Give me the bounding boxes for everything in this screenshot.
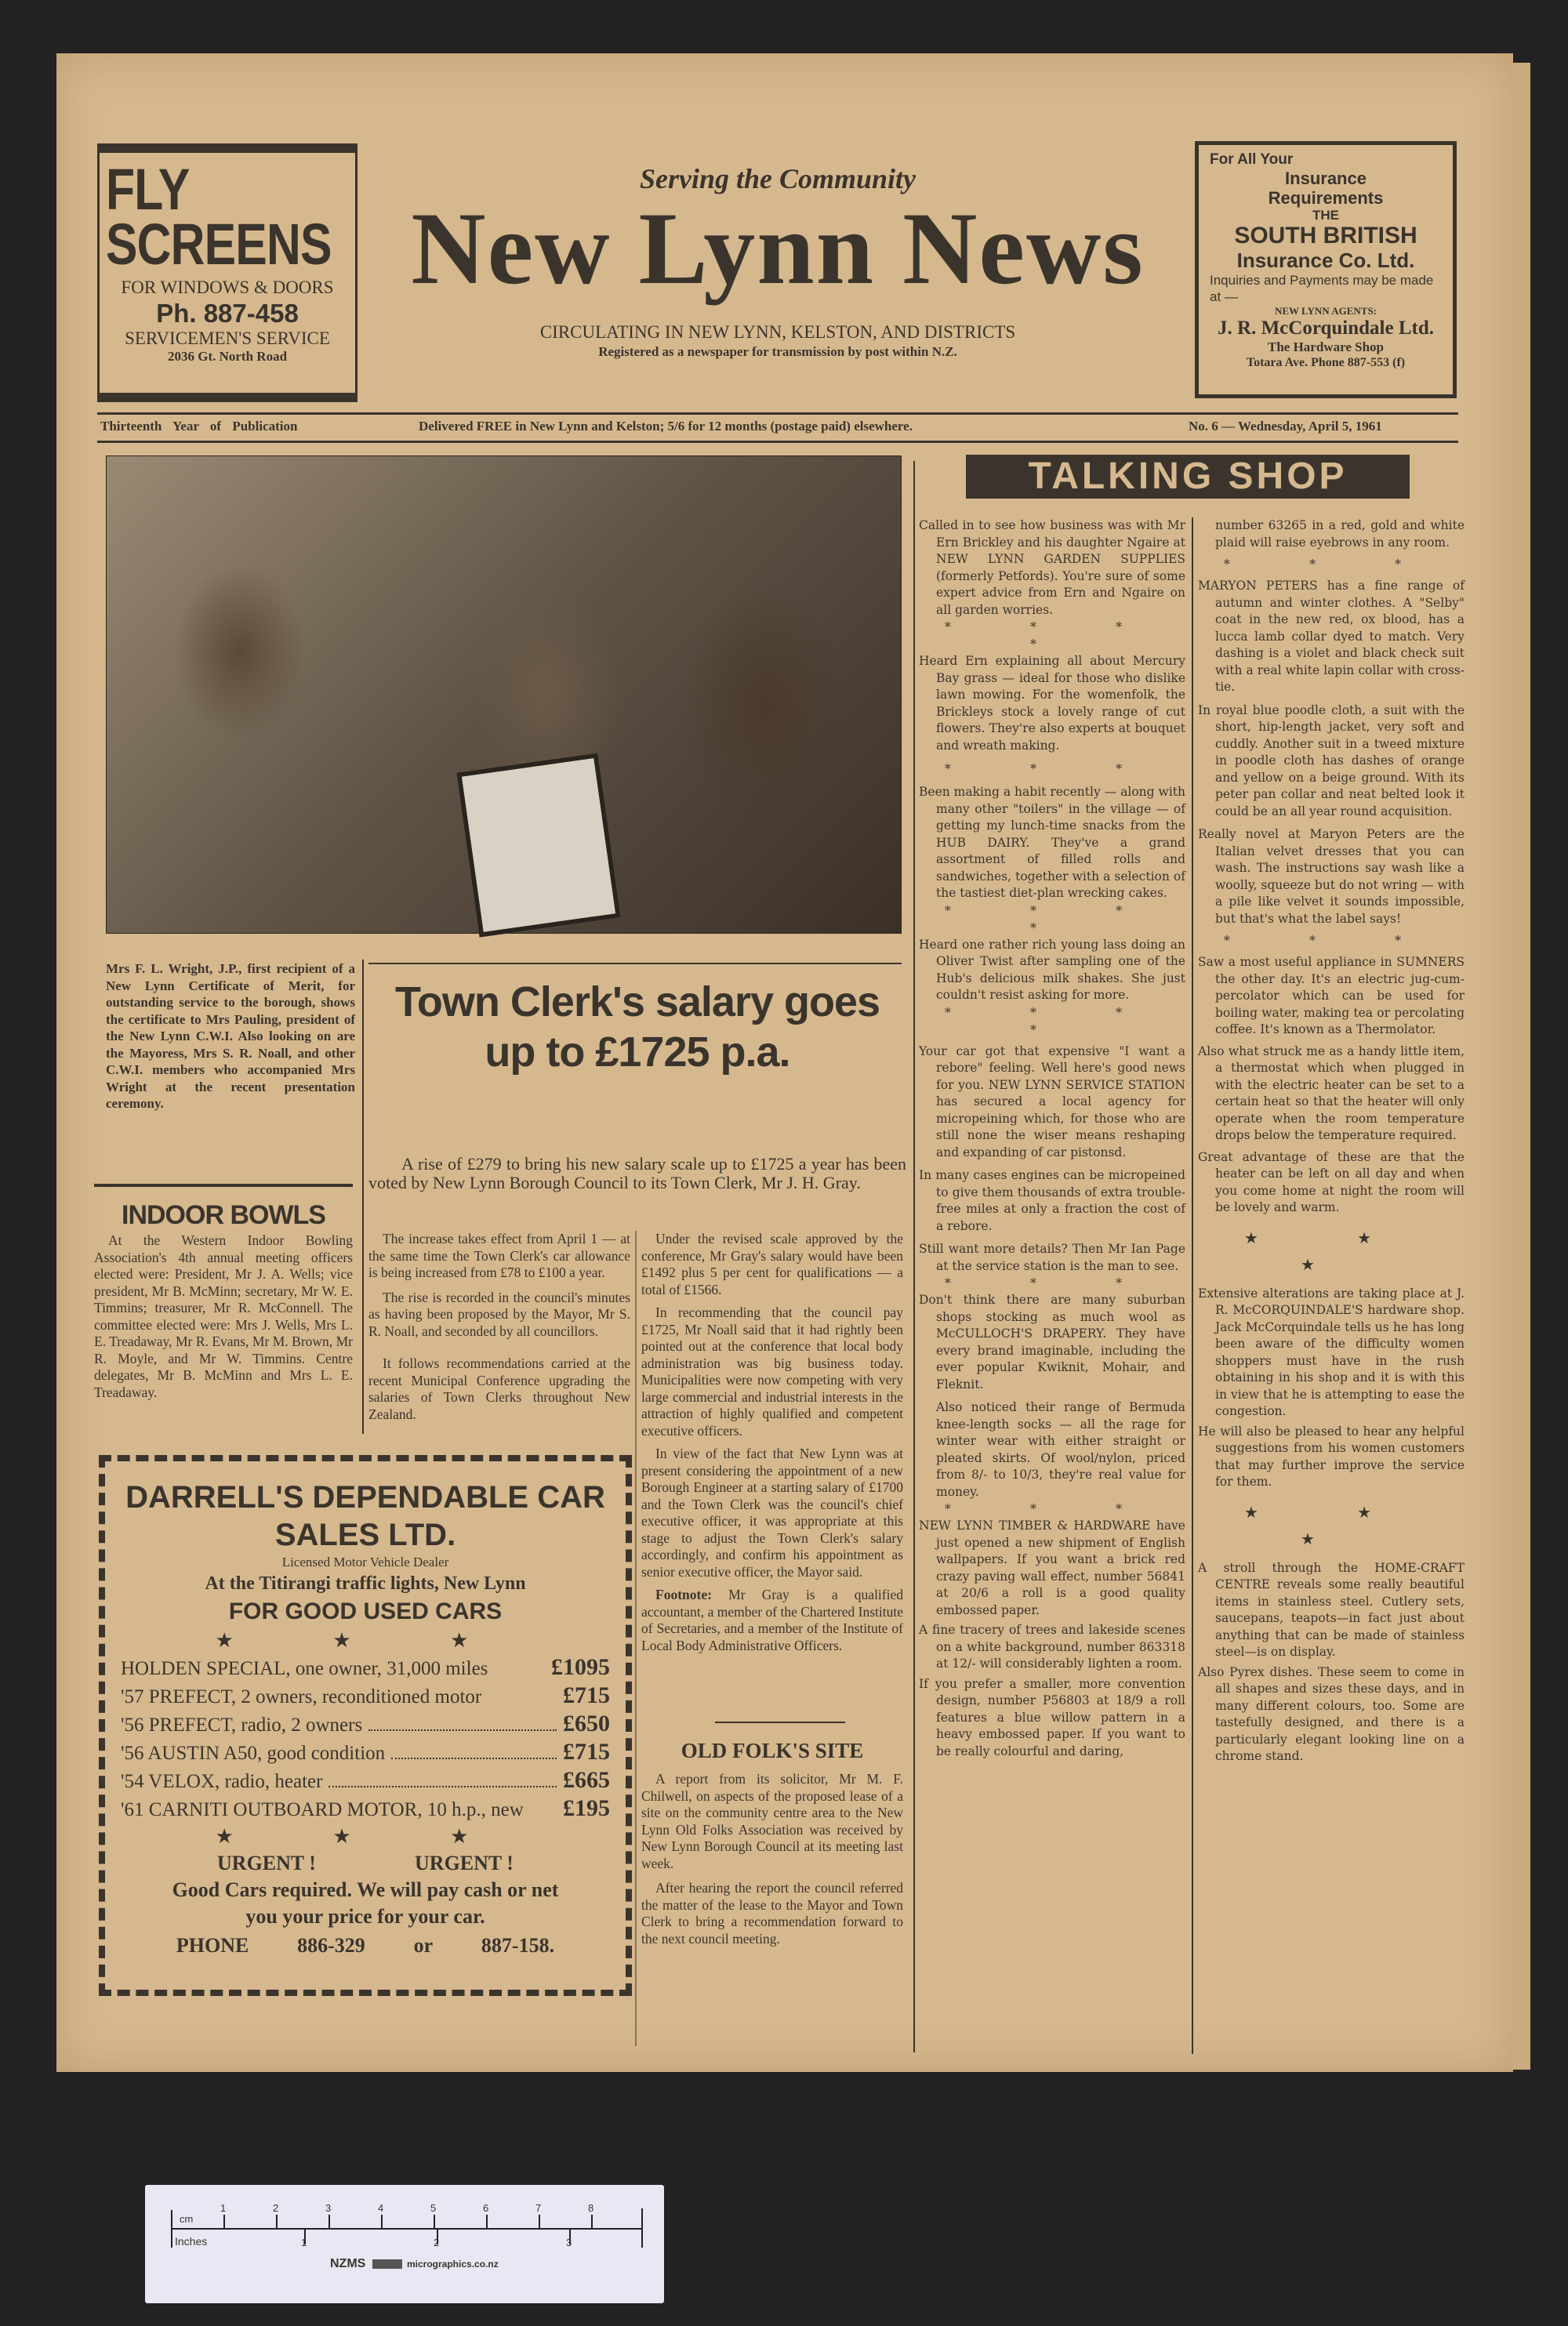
ins-line1: For All Your — [1210, 151, 1294, 168]
separator-stars: * * * — [944, 1275, 1160, 1290]
car-ad-title1: DARRELL'S DEPENDABLE CAR — [125, 1480, 605, 1515]
ruler-tick-label: 4 — [378, 2202, 384, 2214]
ins-company1: SOUTH BRITISH — [1234, 223, 1417, 249]
car-listings — [121, 1654, 610, 1823]
masthead-circulation: CIRCULATING IN NEW LYNN, KELSTON, AND DISTRICTS — [539, 322, 1016, 342]
indoor-bowls-body: At the Western Indoor Bowling Association's 4th annual meeting officers elected were: President, Mr J. A. Wells; vice president, Mr B. McMinn; secretary, Mr W. E. Timmins; treasurer, Mr R. McConnell. The committee elected were: Mrs J. Wells, Mrs L. E. Treadaway, Mr R. Evans, Mr M. Brown, Mr R. Moyle, and Mr W. Timmins. Centre delegates, Mr B. McMinn and Mrs L. E. Treadaway. — [94, 1232, 353, 1400]
column-divider — [913, 461, 915, 2052]
town-clerk-headline: Town Clerk's salary goes up to £1725 p.a. — [394, 978, 880, 1076]
town-clerk-p3: It follows recommendations carried at the recent Municipal Conference upgrading the salaries of Town Clerks throughout New Zealand. — [368, 1355, 630, 1422]
car-listing — [121, 1654, 610, 1682]
urgent-label: URGENT ! — [217, 1852, 316, 1874]
page-edge — [1513, 63, 1530, 2070]
town-clerk-p1: The increase takes effect from April 1 — at the same time the Town Clerk's car allowance is being increased from £78 to £100 a year. — [368, 1231, 630, 1280]
talking-shop-item: Saw a most useful appliance in SUMNERS the other day. It's an electric jug-cum-percolator which can be used for boiling water, making tea or percolating coffee. It's known as a Thermolator. — [1198, 955, 1465, 1036]
separator-stars: * * * — [944, 1501, 1160, 1516]
car-listing — [121, 1739, 610, 1767]
front-page-photo — [106, 455, 902, 934]
talking-shop-item: Extensive alterations are taking place at J. R. McCORQUINDALE'S hardware shop. Jack McCorquindale tells us he has long been aware of the difficulty women shoppers must have in the rush obtaining in his shop and it is with this in view that he is attempting to ease the congestion. — [1198, 1286, 1465, 1418]
old-folks-article — [641, 1735, 903, 1947]
car-ad-stars: ★ ★ ★ — [215, 1629, 516, 1652]
masthead-title: New Lynn News — [411, 191, 1145, 306]
column-divider — [635, 1231, 637, 2046]
separator-stars: * * * * — [944, 902, 1160, 935]
listing-price: £195 — [563, 1795, 610, 1821]
talking-shop-item: Still want more details? Then Mr Ian Page at the service station is the man to see. — [919, 1242, 1185, 1273]
old-folks-rule — [715, 1722, 845, 1723]
car-ad-licence: Licensed Motor Vehicle Dealer — [281, 1555, 449, 1569]
listing-price: £665 — [563, 1767, 610, 1793]
ins-line4: THE — [1312, 208, 1339, 223]
listing-desc: '57 PREFECT, 2 owners, reconditioned motor — [121, 1686, 482, 1707]
footnote-text: Mr Gray is a qualified accountant, a member of the Chartered Institute of Secretaries, and a member of the Institute of Local Body Administrative Officers. — [641, 1587, 904, 1653]
fly-ad-address: 2036 Gt. North Road — [167, 349, 288, 364]
urgent-label: URGENT ! — [415, 1852, 514, 1874]
ins-shop: The Hardware Shop — [1268, 339, 1384, 354]
ruler-brand: NZMS — [330, 2257, 366, 2270]
car-listing — [121, 1795, 610, 1823]
fly-screens-ad — [97, 143, 358, 402]
listing-price: £715 — [563, 1739, 610, 1765]
car-listing — [121, 1682, 610, 1711]
talking-shop-item: Great advantage of these are that the heater can be left on all day and when you come home at night the room will be lovely and warm. — [1198, 1149, 1465, 1214]
photo-caption: Mrs F. L. Wright, J.P., first recipient of a New Lynn Certificate of Merit, for outstanding service to the borough, shows the certificate to Mrs Pauling, president of the New Lynn C.W.I. Also looking on are the Mayoress, Mrs S. R. Noall, and other C.W.I. members who accompanied Mrs Wright at the recent presentation ceremony. — [106, 961, 355, 1111]
talking-shop-item: Also what struck me as a handy little item, a thermostat which when plugged in with the electric heater can be set to a certain heat so that the heater will only operate when the room temperature drops below the temperature required. — [1198, 1043, 1465, 1142]
info-bar-bottom-rule — [97, 441, 1458, 443]
talking-shop-item: Really novel at Maryon Peters are the Italian velvet dresses that you can wash. The instructions say wash like a woolly, squeeze but do not wring — with a pile like velvet it sounds impossible, but that's what the label says! — [1198, 827, 1465, 926]
ins-company2: Insurance Co. Ltd. — [1236, 249, 1415, 272]
talking-shop-item: A fine tracery of trees and lakeside scenes on a white background, number 863318 at 12/- will considerably lighten a room. — [919, 1623, 1185, 1671]
town-clerk-p5: In recommending that the council pay £1725, Mr Noall said that it had rightly been pointed out at the conference that local body administration was big business today. Municipalities were now competing with very large commercial and industrial interests in the attraction of highly qualified and competent executive officers. — [641, 1305, 903, 1439]
car-ad-location: At the Titirangi traffic lights, New Lynn — [205, 1573, 526, 1594]
certificate-in-photo — [456, 753, 621, 937]
insurance-ad — [1195, 141, 1457, 398]
town-clerk-lead: A rise of £279 to bring his new salary scale up to £1725 a year has been voted by New Lynn Borough Council to its Town Clerk, Mr J. H. Gray. — [368, 1154, 906, 1192]
talking-shop-banner: TALKING SHOP — [966, 455, 1410, 499]
indoor-bowls-headline: INDOOR BOWLS — [122, 1200, 325, 1230]
old-folks-p1: A report from its solicitor, Mr M. F. Chilwell, on aspects of the proposed lease of a site on the community centre area to the New Lynn Old Folks Association was received by New Lynn Borough Council at its meeting last week. — [641, 1771, 903, 1871]
talking-shop-item: number 63265 in a red, gold and white plaid will raise eyebrows in any room. — [1215, 518, 1465, 550]
listing-desc: '56 AUSTIN A50, good condition — [121, 1743, 386, 1764]
town-clerk-p2: The rise is recorded in the council's minutes as having been proposed by the Mayor, Mr S. R. Noall, and seconded by all councillors. — [368, 1289, 630, 1339]
talking-shop-item: NEW LYNN TIMBER & HARDWARE have just opened a new shipment of English wallpapers. If you want a brick red crazy paving wall effect, number 56841 at 20/6 a roll is a good quality embossed paper. — [919, 1519, 1185, 1617]
car-ad-wanted1: Good Cars required. We will pay cash or net — [172, 1878, 559, 1901]
column-divider — [362, 960, 364, 1434]
listing-price: £1095 — [551, 1654, 610, 1680]
town-clerk-footnote — [641, 1587, 903, 1654]
info-bar-top-rule — [97, 412, 1458, 415]
ruler-logo-icon — [372, 2259, 402, 2269]
town-clerk-col1 — [368, 1231, 630, 1423]
separator-stars: ★ ★ ★ — [1243, 1228, 1419, 1274]
talking-shop-item: Heard one rather rich young lass doing an Oliver Twist after sampling one of the Hub's delicious milk shakes. She just couldn't resist asking for more. — [919, 937, 1185, 1002]
talking-shop-item: Also Pyrex dishes. These seem to come in all shapes and sizes these days, and in many different colours, too. Some are tastefully designed, and there is a particularly elegant looking line on a chrome stand. — [1198, 1664, 1465, 1763]
talking-shop-item: In many cases engines can be micropeined to give them thousands of extra trouble-free miles at only a fraction the cost of a rebore. — [919, 1168, 1185, 1233]
ruler-tick-label: 7 — [535, 2202, 542, 2214]
ruler-inches-label: Inches — [175, 2235, 208, 2248]
talking-shop-item: MARYON PETERS has a fine range of autumn and winter clothes. A "Selby" coat in the new red, ox blood, has a lucca lamb collar dyed to match. Very dashing is a violet and black check suit with a real white lapin collar with cross-tie. — [1198, 579, 1465, 694]
masthead-tagline: Serving the Community — [639, 163, 916, 194]
ins-line2: Insurance — [1285, 169, 1367, 188]
indoor-bowls-article — [94, 1198, 353, 1401]
old-folks-p2: After hearing the report the council referred the matter of the lease to the Mayor and Town Clerk to bring a recommendation forward to the next council meeting. — [641, 1880, 903, 1947]
ruler-tick-label: 1 — [301, 2237, 307, 2248]
talking-shop-item: Heard Ern explaining all about Mercury Bay grass — ideal for those who dislike lawn mowing. For the womenfolk, the Brickleys stock a lovely range of cut flowers. They're also experts at bouquet and wreath making. — [919, 654, 1185, 753]
talking-shop-item: Don't think there are many suburban shops stocking as much wool as McCULLOCH'S DRAPERY. They have every brand imaginable, including the ever popular Kwiknit, Mohair, and Fleknit. — [919, 1293, 1185, 1392]
ruler-tick-label: 5 — [430, 2202, 437, 2214]
listing-price: £650 — [563, 1711, 610, 1736]
old-folks-headline: OLD FOLK'S SITE — [681, 1739, 864, 1762]
talking-shop-item: Your car got that expensive "I want a rebore" feeling. Well here's good news for you. NEW LYNN SERVICE STATION has secured a local agency for micropeining which, for those who are still none the wiser means reshaping and expanding of car pistonsd. — [919, 1043, 1185, 1159]
listing-desc: '54 VELOX, radio, heater — [121, 1771, 323, 1792]
fly-ad-line3: FOR WINDOWS & DOORS — [121, 278, 334, 297]
listing-desc: '61 CARNITI OUTBOARD MOTOR, 10 h.p., new — [121, 1799, 524, 1820]
town-clerk-col2 — [641, 1231, 903, 1654]
listing-price: £715 — [563, 1682, 610, 1708]
ruler-tick-label: 1 — [220, 2202, 227, 2214]
fly-ad-line2: SCREENS — [106, 212, 332, 277]
ins-contact: Totara Ave. Phone 887-553 (f) — [1246, 356, 1406, 369]
info-bar-left: Thirteenth Year of Publication — [100, 419, 298, 434]
car-listing — [121, 1767, 610, 1795]
column-divider — [1192, 517, 1193, 2054]
ruler-cm-label: cm — [180, 2213, 194, 2225]
newspaper-page — [56, 53, 1513, 2072]
talking-shop-item: In royal blue poodle cloth, a suit with the short, hip-length jacket, very soft and cuddly. Another suit in a tweed mixture in poodle cloth has dashes of orange and yellow on a beige ground. With its peter pan collar and neat belted look it could be an all year round acquisition. — [1198, 702, 1465, 818]
phone-number-1: 886-329 — [297, 1934, 365, 1957]
ruler-tick-label: 2 — [434, 2237, 440, 2248]
phone-label: PHONE — [176, 1934, 249, 1957]
ruler-tick-label: 3 — [566, 2237, 572, 2248]
fly-ad-service: SERVICEMEN'S SERVICE — [125, 328, 330, 348]
talking-shop-item: If you prefer a smaller, more convention design, number P56803 at 18/9 a roll features a blue willow pattern in a heavy embossed paper. If you want to be really colourful and daring, — [919, 1676, 1185, 1758]
talking-shop-col1 — [919, 517, 1185, 1760]
talking-shop-item: Also noticed their range of Bermuda knee-length socks — all the rage for winter wear with either straight or pleated skirts. Of wool/nylon, priced from 8/- to 10/3, they're real value for money. — [936, 1400, 1185, 1499]
talking-shop-item: He will also be pleased to hear any helpful suggestions from his women customers that may further improve the service for them. — [1198, 1424, 1465, 1489]
listing-desc: HOLDEN SPECIAL, one owner, 31,000 miles — [121, 1658, 488, 1679]
fly-ad-line1: FLY — [106, 157, 190, 222]
ruler-tick-label: 8 — [588, 2202, 594, 2214]
scale-ruler — [145, 2185, 664, 2303]
town-clerk-p4: Under the revised scale approved by the conference, Mr Gray's salary would have been £1492 plus 5 per cent for qualifications — a total of £1566. — [641, 1231, 903, 1297]
ins-inquiries: Inquiries and Payments may be made at — — [1210, 273, 1434, 304]
talking-shop-item: Called in to see how business was with Mr Ern Brickley and his daughter Ngaire at NEW LYNN GARDEN SUPPLIES (formerly Petfords). You're sure of some expert advice from Ern and Ngaire on all garden worries. — [919, 518, 1185, 617]
car-ad-wanted2: you your price for your car. — [245, 1905, 485, 1928]
talking-shop-col2 — [1198, 517, 1465, 1765]
ruler-tick-label: 2 — [273, 2202, 279, 2214]
ins-line3: Requirements — [1268, 188, 1384, 208]
car-ad-slogan: FOR GOOD USED CARS — [228, 1598, 503, 1624]
separator-stars: ★ ★ ★ — [1243, 1502, 1419, 1548]
headline-top-rule — [368, 963, 902, 964]
talking-shop-item: Been making a habit recently — along with many other "toilers" in the village — of getting my lunch-time snacks from the HUB DAIRY. They've a grand assortment of filled rolls and sandwiches, together with a selection of the tastiest diet-plan wrecking cakes. — [919, 785, 1185, 900]
info-bar-middle: Delivered FREE in New Lynn and Kelston; 5/6 for 12 months (postage paid) elsewhere. — [419, 419, 913, 434]
ruler-url: micrographics.co.nz — [407, 2259, 499, 2270]
car-ad-phones — [121, 1930, 610, 1961]
town-clerk-p6: In view of the fact that New Lynn was at present considering the appointment of a new Borough Engineer at a starting salary of £1700 and the Town Clerk was the council's chief executive officer, it was appropriate at this stage to adjust the Town Clerk's salary accordingly, and confirm his appointment as senior executive officer, the Mayor said. — [641, 1446, 903, 1580]
masthead-registration: Registered as a newspaper for transmission by post within N.Z. — [598, 344, 957, 359]
car-ad-stars-2: ★ ★ ★ — [215, 1825, 516, 1848]
car-sales-ad — [99, 1455, 632, 1996]
phone-or: or — [413, 1934, 434, 1957]
separator-stars: * * * * — [944, 1004, 1160, 1037]
separator-stars: * * * — [944, 761, 1160, 776]
talking-shop-item: A stroll through the HOME-CRAFT CENTRE reveals some really beautiful items in stainless steel. Cutlery sets, saucepans, teapots—in fact just about anything that can be made of stainless steel—is on display. — [1198, 1560, 1465, 1659]
listing-desc: '56 PREFECT, radio, 2 owners — [121, 1715, 363, 1736]
masthead — [370, 163, 1185, 361]
car-ad-urgent — [121, 1850, 610, 1877]
ruler-tick-label: 6 — [483, 2202, 489, 2214]
separator-stars: * * * — [1223, 557, 1439, 572]
ins-agents-label: NEW LYNN AGENTS: — [1274, 305, 1377, 317]
info-bar-right: No. 6 — Wednesday, April 5, 1961 — [1189, 419, 1382, 434]
phone-number-2: 887-158. — [481, 1934, 555, 1957]
car-listing — [121, 1711, 610, 1739]
footnote-label: Footnote: — [655, 1587, 712, 1602]
ruler-tick-label: 3 — [325, 2202, 332, 2214]
car-ad-title2: SALES LTD. — [274, 1518, 456, 1552]
fly-ad-phone: Ph. 887-458 — [156, 299, 299, 328]
separator-stars: * * * * — [944, 619, 1160, 651]
ins-agent: J. R. McCorquindale Ltd. — [1218, 318, 1434, 339]
caption-rule — [94, 1184, 353, 1187]
separator-stars: * * * — [1223, 933, 1439, 948]
